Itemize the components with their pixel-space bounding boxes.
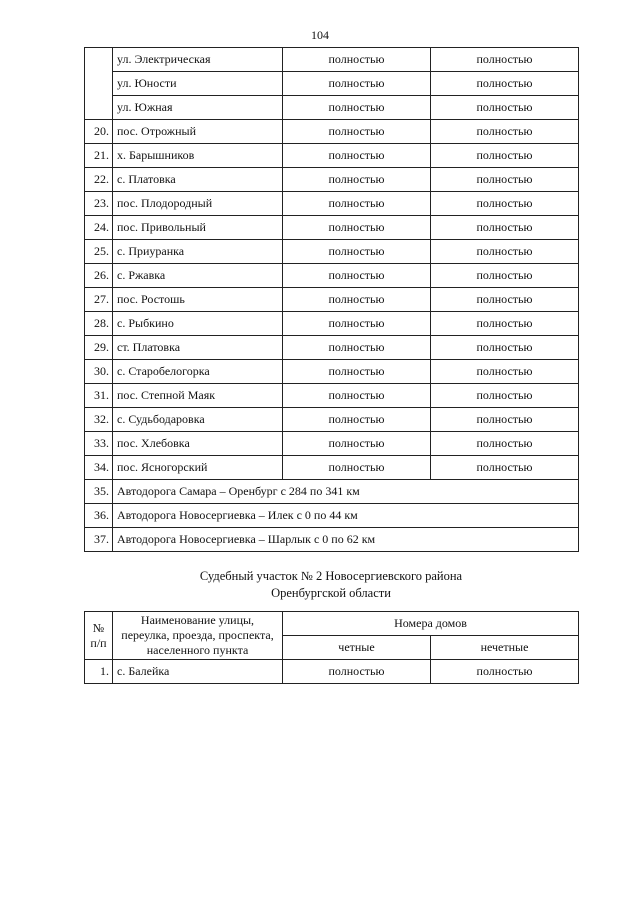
table-row	[85, 288, 579, 312]
settlement-name: х. Барышников	[113, 144, 283, 168]
even-houses: полностью	[283, 48, 431, 72]
table-row	[85, 96, 579, 120]
odd-houses: полностью	[431, 360, 579, 384]
table-row	[85, 120, 579, 144]
table-row	[85, 456, 579, 480]
row-number: 23.	[85, 192, 113, 216]
even-houses: полностью	[283, 72, 431, 96]
street-name: ул. Юности	[113, 72, 283, 96]
street-name: ул. Электрическая	[113, 48, 283, 72]
odd-houses: полностью	[431, 48, 579, 72]
row-number: 30.	[85, 360, 113, 384]
header-name: Наименование улицы, переулка, проезда, проспекта, населенного пункта	[113, 612, 283, 660]
odd-houses: полностью	[431, 312, 579, 336]
table-row	[85, 312, 579, 336]
table-row	[85, 168, 579, 192]
header-number: № п/п	[85, 612, 113, 660]
table-row	[85, 144, 579, 168]
even-houses: полностью	[283, 216, 431, 240]
header-odd: нечетные	[431, 636, 579, 660]
row-number: 24.	[85, 216, 113, 240]
even-houses: полностью	[283, 288, 431, 312]
even-houses: полностью	[283, 240, 431, 264]
settlement-name: пос. Хлебовка	[113, 432, 283, 456]
table-row	[85, 240, 579, 264]
row-number: 1.	[85, 660, 113, 684]
odd-houses: полностью	[431, 96, 579, 120]
road-description: Автодорога Новосергиевка – Илек с 0 по 44 км	[113, 504, 579, 528]
odd-houses: полностью	[431, 168, 579, 192]
section-title-line1: Судебный участок № 2 Новосергиевского района	[199, 569, 463, 583]
odd-houses: полностью	[431, 72, 579, 96]
even-houses: полностью	[283, 264, 431, 288]
odd-houses: полностью	[431, 120, 579, 144]
even-houses: полностью	[283, 384, 431, 408]
table-row	[85, 504, 579, 528]
odd-houses: полностью	[431, 384, 579, 408]
row-number: 21.	[85, 144, 113, 168]
odd-houses: полностью	[431, 192, 579, 216]
table-row	[85, 360, 579, 384]
streets-table-2	[84, 611, 579, 684]
even-houses: полностью	[283, 336, 431, 360]
row-number: 20.	[85, 120, 113, 144]
settlement-name: пос. Ростошь	[113, 288, 283, 312]
table-row	[85, 72, 579, 96]
table-row	[85, 336, 579, 360]
odd-houses: полностью	[431, 660, 579, 684]
row-number: 28.	[85, 312, 113, 336]
header-even: четные	[283, 636, 431, 660]
row-number: 25.	[85, 240, 113, 264]
settlement-name: с. Приуранка	[113, 240, 283, 264]
settlement-name: с. Старобелогорка	[113, 360, 283, 384]
road-description: Автодорога Самара – Оренбург с 284 по 341 км	[113, 480, 579, 504]
table-row	[85, 408, 579, 432]
odd-houses: полностью	[431, 336, 579, 360]
table-row	[85, 480, 579, 504]
table-row	[85, 528, 579, 552]
row-number: 36.	[85, 504, 113, 528]
streets-table	[84, 47, 579, 552]
settlement-name: с. Судьбодаровка	[113, 408, 283, 432]
odd-houses: полностью	[431, 288, 579, 312]
odd-houses: полностью	[431, 432, 579, 456]
odd-houses: полностью	[431, 408, 579, 432]
row-number: 29.	[85, 336, 113, 360]
even-houses: полностью	[283, 192, 431, 216]
row-number: 35.	[85, 480, 113, 504]
odd-houses: полностью	[431, 264, 579, 288]
odd-houses: полностью	[431, 216, 579, 240]
table-row	[85, 264, 579, 288]
row-number: 31.	[85, 384, 113, 408]
row-number: 34.	[85, 456, 113, 480]
row-number: 32.	[85, 408, 113, 432]
settlement-name: пос. Отрожный	[113, 120, 283, 144]
table-row	[85, 48, 579, 72]
settlement-name: ст. Платовка	[113, 336, 283, 360]
settlement-name: пос. Ясногорский	[113, 456, 283, 480]
odd-houses: полностью	[431, 240, 579, 264]
row-number: 27.	[85, 288, 113, 312]
even-houses: полностью	[283, 168, 431, 192]
row-number: 22.	[85, 168, 113, 192]
table-row	[85, 660, 579, 684]
table-row	[85, 384, 579, 408]
even-houses: полностью	[283, 96, 431, 120]
row-number-cell	[85, 48, 113, 120]
road-description: Автодорога Новосергиевка – Шарлык с 0 по 62 км	[113, 528, 579, 552]
settlement-name: с. Балейка	[113, 660, 283, 684]
odd-houses: полностью	[431, 144, 579, 168]
row-number: 33.	[85, 432, 113, 456]
section-title-line2: Оренбургской области	[271, 586, 391, 600]
settlement-name: пос. Степной Маяк	[113, 384, 283, 408]
table-row	[85, 192, 579, 216]
settlement-name: пос. Плодородный	[113, 192, 283, 216]
header-row	[85, 612, 579, 636]
even-houses: полностью	[283, 312, 431, 336]
even-houses: полностью	[283, 360, 431, 384]
odd-houses: полностью	[431, 456, 579, 480]
even-houses: полностью	[283, 408, 431, 432]
even-houses: полностью	[283, 660, 431, 684]
row-number: 26.	[85, 264, 113, 288]
row-number: 37.	[85, 528, 113, 552]
table-row	[85, 216, 579, 240]
settlement-name: с. Ржавка	[113, 264, 283, 288]
even-houses: полностью	[283, 120, 431, 144]
header-houses: Номера домов	[283, 612, 579, 636]
table-row	[85, 432, 579, 456]
settlement-name: с. Рыбкино	[113, 312, 283, 336]
street-name: ул. Южная	[113, 96, 283, 120]
even-houses: полностью	[283, 456, 431, 480]
settlement-name: с. Платовка	[113, 168, 283, 192]
even-houses: полностью	[283, 432, 431, 456]
page-number: 104	[311, 28, 329, 42]
section-title	[84, 568, 578, 602]
even-houses: полностью	[283, 144, 431, 168]
settlement-name: пос. Привольный	[113, 216, 283, 240]
